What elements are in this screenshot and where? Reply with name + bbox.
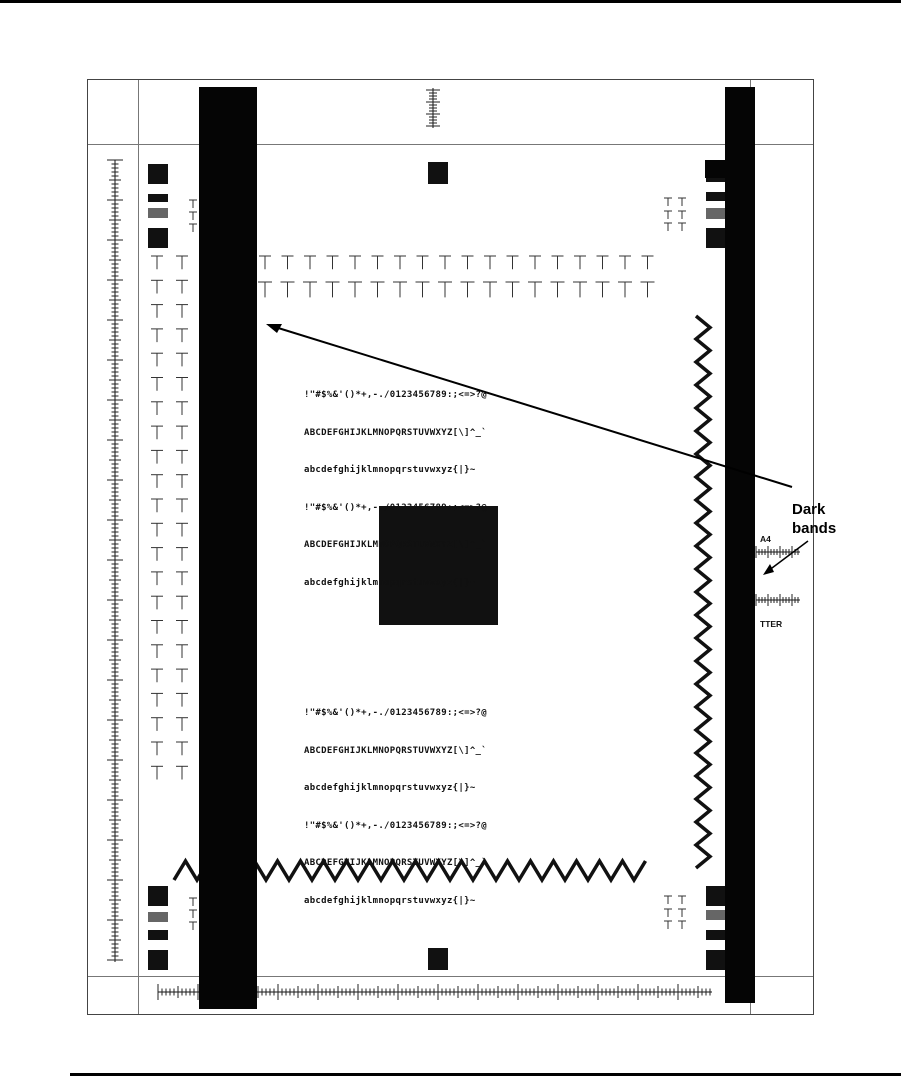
t-mark	[176, 256, 188, 269]
dark-band-left	[199, 87, 257, 1009]
t-mark	[151, 402, 163, 415]
t-mark	[176, 523, 188, 536]
t-mark	[151, 329, 163, 342]
t-mark	[151, 718, 163, 731]
t-mark	[151, 280, 163, 293]
char-line: abcdefghijklmnopqrstuvwxyz{|}~	[304, 577, 476, 588]
char-line: !"#$%&'()*+,-./0123456789:;<=>?@	[304, 502, 487, 513]
t-mark-small	[189, 922, 197, 930]
t-mark	[151, 499, 163, 512]
t-mark	[151, 669, 163, 682]
t-mark	[574, 256, 586, 269]
t-mark	[597, 256, 609, 269]
char-line: abcdefghijklmnopqrstuvwxyz{|}~	[304, 783, 476, 793]
t-mark	[619, 256, 631, 269]
char-line: !"#$%&'()*+,-./0123456789:;<=>?@	[304, 390, 487, 400]
t-mark-small	[189, 212, 197, 220]
t-mark	[151, 645, 163, 658]
t-mark	[151, 426, 163, 439]
t-mark	[371, 282, 385, 297]
paper-size-rulers	[756, 546, 800, 606]
dark-band-right	[725, 87, 755, 1003]
char-line: ABCDEFGHIJKLMNOPQRSTUVWXYZ[\]^_`	[304, 745, 487, 756]
t-mark	[151, 475, 163, 488]
t-mark	[326, 282, 340, 297]
t-mark	[438, 282, 452, 297]
t-mark	[151, 378, 163, 391]
t-mark	[151, 766, 163, 779]
t-mark	[176, 669, 188, 682]
bottom-rule	[70, 1073, 901, 1076]
t-mark	[393, 282, 407, 297]
left-ruler	[107, 160, 123, 962]
t-mark	[176, 305, 188, 318]
t-mark	[151, 742, 163, 755]
t-mark	[176, 766, 188, 779]
t-mark	[641, 282, 655, 297]
char-line: ABCDEFGHIJKLMNOPQRSTUVWXYZ[\]^_`	[304, 540, 487, 550]
t-mark	[552, 256, 564, 269]
t-mark	[416, 282, 430, 297]
t-mark	[151, 450, 163, 463]
t-mark	[348, 282, 362, 297]
t-mark	[506, 282, 520, 297]
t-mark	[349, 256, 361, 269]
char-line: ABCDEFGHIJKLMNOPQRSTUVWXYZ[\]^_`	[304, 858, 487, 868]
t-mark	[551, 282, 565, 297]
t-mark	[151, 353, 163, 366]
t-mark	[461, 282, 475, 297]
t-mark-small	[664, 909, 672, 917]
t-mark	[176, 693, 188, 706]
t-mark-small	[664, 211, 672, 219]
t-mark	[151, 305, 163, 318]
callout-label-line2: bands	[792, 520, 837, 537]
t-mark	[304, 256, 316, 269]
t-mark	[372, 256, 384, 269]
t-mark-small	[678, 223, 686, 231]
t-mark	[176, 353, 188, 366]
t-mark	[327, 256, 339, 269]
t-mark-small	[189, 898, 197, 906]
char-line: !"#$%&'()*+,-./0123456789:;<=>?@	[304, 708, 487, 718]
t-mark-small	[664, 921, 672, 929]
t-mark	[642, 256, 654, 269]
t-mark	[176, 378, 188, 391]
dark-band-right-edge	[705, 160, 727, 178]
t-mark-small	[678, 896, 686, 904]
t-mark	[484, 256, 496, 269]
t-mark	[417, 256, 429, 269]
t-mark	[176, 718, 188, 731]
char-line: ABCDEFGHIJKLMNOPQRSTUVWXYZ[\]^_`	[304, 427, 487, 438]
t-mark-small	[189, 200, 197, 208]
paper-size-label-a4: A4	[760, 534, 771, 544]
top-ruler	[426, 88, 440, 128]
t-mark	[176, 742, 188, 755]
t-mark	[176, 475, 188, 488]
t-mark	[507, 256, 519, 269]
t-mark-small	[189, 224, 197, 232]
t-mark	[176, 621, 188, 634]
t-mark	[258, 282, 272, 297]
t-mark	[439, 256, 451, 269]
t-mark-small	[189, 910, 197, 918]
t-mark-small	[664, 896, 672, 904]
t-mark-small	[678, 909, 686, 917]
t-mark-small	[678, 921, 686, 929]
t-mark-corner-pairs	[189, 198, 686, 930]
t-mark	[303, 282, 317, 297]
t-mark	[176, 426, 188, 439]
t-mark	[483, 282, 497, 297]
char-line: abcdefghijklmnopqrstuvwxyz{|}~	[304, 895, 476, 906]
t-mark-small	[678, 211, 686, 219]
t-mark	[176, 499, 188, 512]
t-mark	[462, 256, 474, 269]
t-mark	[151, 596, 163, 609]
t-mark	[151, 548, 163, 561]
paper-size-label-letter: TTER	[760, 619, 783, 629]
callout-label-line1: Dark	[792, 501, 826, 518]
t-mark	[596, 282, 610, 297]
t-mark	[618, 282, 632, 297]
t-mark	[151, 621, 163, 634]
t-mark	[151, 256, 163, 269]
callout-label	[792, 500, 836, 538]
t-mark	[528, 282, 542, 297]
char-line: !"#$%&'()*+,-./0123456789:;<=>?@	[304, 820, 487, 831]
callout-arrow-line-secondary	[768, 541, 808, 571]
t-mark	[282, 256, 294, 269]
t-mark	[573, 282, 587, 297]
t-mark	[529, 256, 541, 269]
callout-arrow-line-main	[275, 327, 792, 487]
t-mark	[176, 329, 188, 342]
t-mark	[176, 572, 188, 585]
t-mark-small	[664, 198, 672, 206]
t-mark	[151, 523, 163, 536]
t-mark	[176, 280, 188, 293]
char-line: abcdefghijklmnopqrstuvwxyz{|}~	[304, 465, 476, 475]
t-mark	[151, 693, 163, 706]
callout-arrowhead-secondary	[763, 564, 774, 575]
t-mark	[176, 450, 188, 463]
t-mark	[281, 282, 295, 297]
t-mark	[176, 645, 188, 658]
t-mark	[259, 256, 271, 269]
t-mark	[394, 256, 406, 269]
t-mark-small	[664, 223, 672, 231]
t-mark	[176, 402, 188, 415]
t-mark-small	[678, 198, 686, 206]
t-mark	[176, 548, 188, 561]
zigzag-vertical	[696, 316, 710, 868]
t-mark	[151, 572, 163, 585]
t-mark	[176, 596, 188, 609]
